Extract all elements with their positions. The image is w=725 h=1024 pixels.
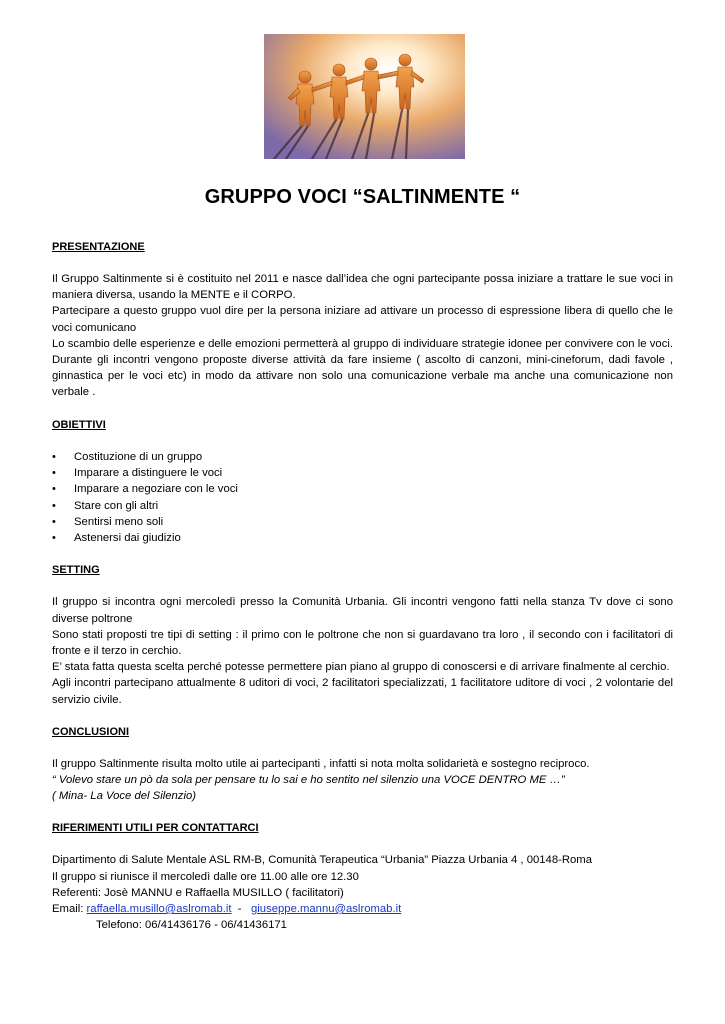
presentazione-paragraph-2: Partecipare a questo gruppo vuol dire per la persona iniziare ad attivare un processo di espressione libera di quello che le voci comunicano xyxy=(52,305,673,334)
list-item: • Costituzione di un gruppo xyxy=(52,449,673,465)
email-label: Email: xyxy=(52,903,87,916)
setting-paragraph-3: E’ stata fatta questa scelta perché potesse permettere pian piano al gruppo di conoscersi e di arrivare finalmente al cerchio. xyxy=(52,661,670,674)
setting-paragraph-4: Agli incontri partecipano attualmente 8 uditori di voci, 2 facilitatori specializzati, 1 facilitatore uditore di voci , 2 volontarie del servizio civile. xyxy=(52,677,673,706)
list-item: • Stare con gli altri xyxy=(52,498,673,514)
page-title: GRUPPO VOCI “SALTINMENTE “ xyxy=(204,186,521,208)
document-page xyxy=(52,34,673,933)
contact-department: Dipartimento di Salute Mentale ASL RM-B, Comunità Terapeutica “Urbania” Piazza Urbania 4 , 00148-Roma xyxy=(52,854,593,867)
contact-phone: Telefono: 06/41436176 - 06/41436171 xyxy=(96,919,287,932)
list-item: • Imparare a negoziare con le voci xyxy=(52,481,673,497)
section-heading-riferimenti: RIFERIMENTI UTILI PER CONTATTARCI xyxy=(52,822,259,835)
obiettivi-list xyxy=(52,449,673,547)
section-heading-obiettivi: OBIETTIVI xyxy=(52,418,106,431)
section-heading-presentazione: PRESENTAZIONE xyxy=(52,241,145,253)
email-link-giuseppe[interactable]: giuseppe.mannu@aslromab.it xyxy=(251,903,402,916)
contact-schedule: Il gruppo si riunisce il mercoledì dalle ore 11.00 alle ore 12.30 xyxy=(52,870,359,883)
section-heading-conclusioni: CONCLUSIONI xyxy=(52,725,129,738)
section-heading-setting: SETTING xyxy=(52,564,100,577)
conclusioni-quote-source: ( Mina- La Voce del Silenzio) xyxy=(52,790,196,803)
contact-email-line xyxy=(52,901,673,917)
hero-image-paper-figures xyxy=(264,34,465,159)
presentazione-paragraph-1: Il Gruppo Saltinmente si è costituito nel 2011 e nasce dall’idea che ogni partecipante possa iniziare a trattare le sue voci in maniera diversa, usando la MENTE e il CORPO. xyxy=(52,273,673,302)
setting-paragraph-1: Il gruppo si incontra ogni mercoledì presso la Comunità Urbania. Gli incontri vengono fatti nella stanza Tv dove ci sono diverse poltrone xyxy=(52,596,673,625)
email-link-raffaella[interactable]: raffaella.musillo@aslromab.it xyxy=(86,903,232,916)
list-item: • Imparare a distinguere le voci xyxy=(52,465,673,481)
list-item: • Sentirsi meno soli xyxy=(52,514,673,530)
email-separator: - xyxy=(231,903,251,916)
setting-paragraph-2: Sono stati proposti tre tipi di setting : il primo con le poltrone che non si guardavano tra loro , il secondo con i facilitatori di fronte e il terzo in cerchio. xyxy=(52,628,673,658)
list-item: • Astenersi dai giudizio xyxy=(52,530,673,546)
presentazione-paragraph-3: Lo scambio delle esperienze e delle emozioni permetterà al gruppo di individuare strategie idonee per convivere con le voci. Durante gli incontri vengono proposte diverse attività da fare insieme ( ascolto di canzoni, mini-cineforum, dadi favole , ginnastica per le voci etc) in modo da attivare non solo una comunicazione verbale ma anche una comunicazione non verbale . xyxy=(52,337,673,399)
conclusioni-quote: “ Volevo stare un pò da sola per pensare tu lo sai e ho sentito nel silenzio una VOCE DENTRO ME …” xyxy=(52,774,565,787)
conclusioni-paragraph: Il gruppo Saltinmente risulta molto utile ai partecipanti , infatti si nota molta solidarietà e sostegno reciproco. xyxy=(52,757,590,770)
contact-referents: Referenti: Josè MANNU e Raffaella MUSILLO ( facilitatori) xyxy=(52,886,344,899)
